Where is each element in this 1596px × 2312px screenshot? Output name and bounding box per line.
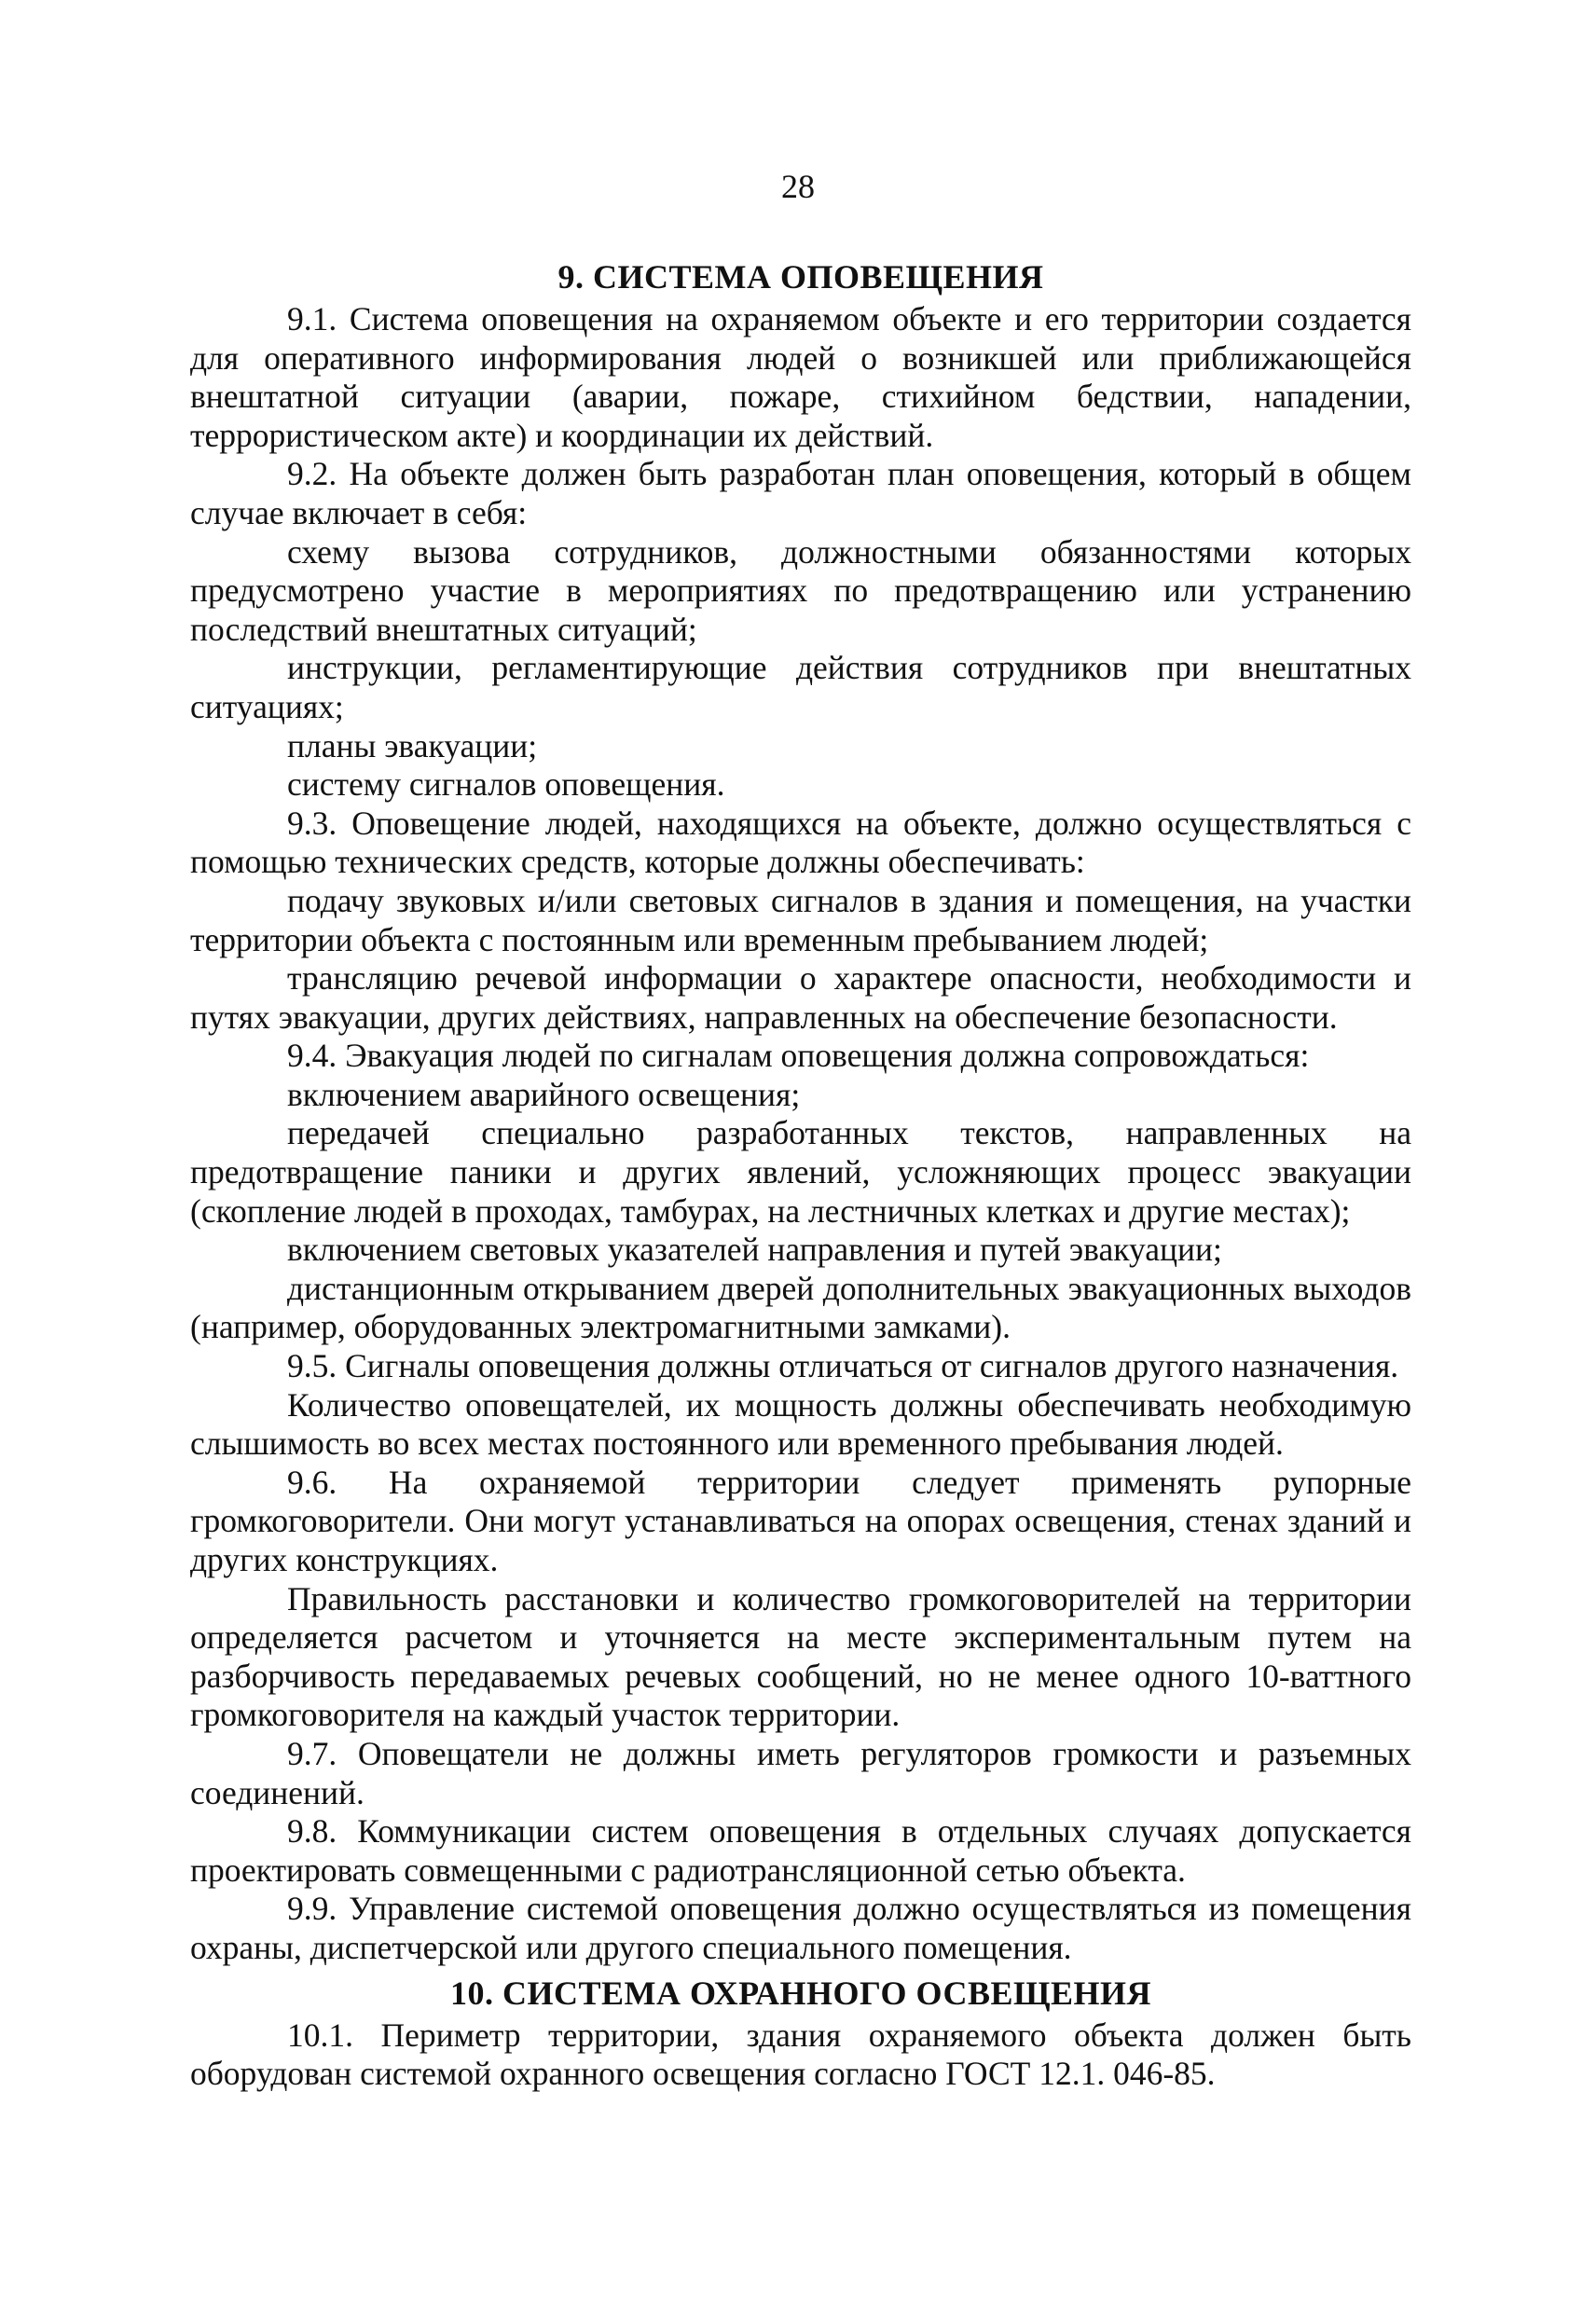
list-item-9-4-c: включением световых указателей направления и путей эвакуации; [287, 1231, 1222, 1269]
list-item-9-4-b: передачей специально разработанных текстов, направленных на предотвращение паники и других явлений, усложняющих процесс эвакуации (скопление людей в проходах, тамбурах, на лестничных клетках и другие местах); [190, 1114, 1411, 1230]
section-heading-9: 9. СИСТЕМА ОПОВЕЩЕНИЯ [557, 258, 1044, 296]
paragraph-9-5: 9.5. Сигналы оповещения должны отличаться от сигналов другого назначения. [287, 1347, 1399, 1385]
list-item-9-2-c: планы эвакуации; [287, 726, 538, 764]
paragraph-9-6-cont: Правильность расстановки и количество громкоговорителей на территории определяется расчетом и уточняется на месте экспериментальным путем на разборчивость передаваемых речевых сообщений, но не менее одного 10-ваттного громкоговорителя на каждый участок территории. [190, 1579, 1411, 1734]
paragraph-10-1: 10.1. Периметр территории, здания охраняемого объекта должен быть оборудован системой охранного освещения согласно ГОСТ 12.1. 046-85. [190, 2016, 1411, 2093]
page-number: 28 [781, 168, 815, 205]
paragraph-9-1: 9.1. Система оповещения на охраняемом объекте и его территории создается для оперативного информирования людей о возникшей или приближающейся внештатной ситуации (аварии, пожаре, стихийном бедствии, нападении, террористическом акте) и координации их действий. [190, 300, 1411, 454]
list-item-9-2-a: схему вызова сотрудников, должностными обязанностями которых предусмотрено участие в мероприятиях по предотвращению или устранению последствий внештатных ситуаций; [190, 532, 1411, 648]
paragraph-9-2: 9.2. На объекте должен быть разработан план оповещения, который в общем случае включает в себя: [190, 455, 1411, 531]
document-body [190, 255, 1411, 2094]
list-item-9-3-a: подачу звуковых и/или световых сигналов в здания и помещения, на участки территории объекта с постоянным или временным пребыванием людей; [190, 881, 1411, 958]
section-heading-10: 10. СИСТЕМА ОХРАННОГО ОСВЕЩЕНИЯ [449, 1974, 1152, 2012]
paragraph-9-5-cont: Количество оповещателей, их мощность должны обеспечивать необходимую слышимость во всех местах постоянного или временного пребывания людей. [190, 1385, 1411, 1463]
paragraph-9-4: 9.4. Эвакуация людей по сигналам оповещения должна сопровождаться: [287, 1037, 1310, 1075]
list-item-9-4-a: включением аварийного освещения; [287, 1075, 801, 1113]
list-item-9-3-b: трансляцию речевой информации о характере опасности, необходимости и путях эвакуации, других действиях, направленных на обеспечение безопасности. [190, 959, 1411, 1036]
paragraph-9-3: 9.3. Оповещение людей, находящихся на объекте, должно осуществляться с помощью технических средств, которые должны обеспечивать: [190, 804, 1411, 881]
list-item-9-2-d: систему сигналов оповещения. [287, 765, 725, 804]
paragraph-9-6: 9.6. На охраняемой территории следует применять рупорные громкоговорители. Они могут устанавливаться на опорах освещения, стенах зданий и других конструкциях. [190, 1463, 1411, 1578]
paragraph-9-8: 9.8. Коммуникации систем оповещения в отдельных случаях допускается проектировать совмещенными с радиотрансляционной сетью объекта. [190, 1812, 1411, 1889]
list-item-9-2-b: инструкции, регламентирующие действия сотрудников при внештатных ситуациях; [190, 649, 1411, 725]
paragraph-9-9: 9.9. Управление системой оповещения должно осуществляться из помещения охраны, диспетчерской или другого специального помещения. [190, 1890, 1411, 1966]
list-item-9-4-d: дистанционным открыванием дверей дополнительных эвакуационных выходов (например, оборудованных электромагнитными замками). [190, 1269, 1411, 1346]
paragraph-9-7: 9.7. Оповещатели не должны иметь регуляторов громкости и разъемных соединений. [190, 1734, 1411, 1811]
